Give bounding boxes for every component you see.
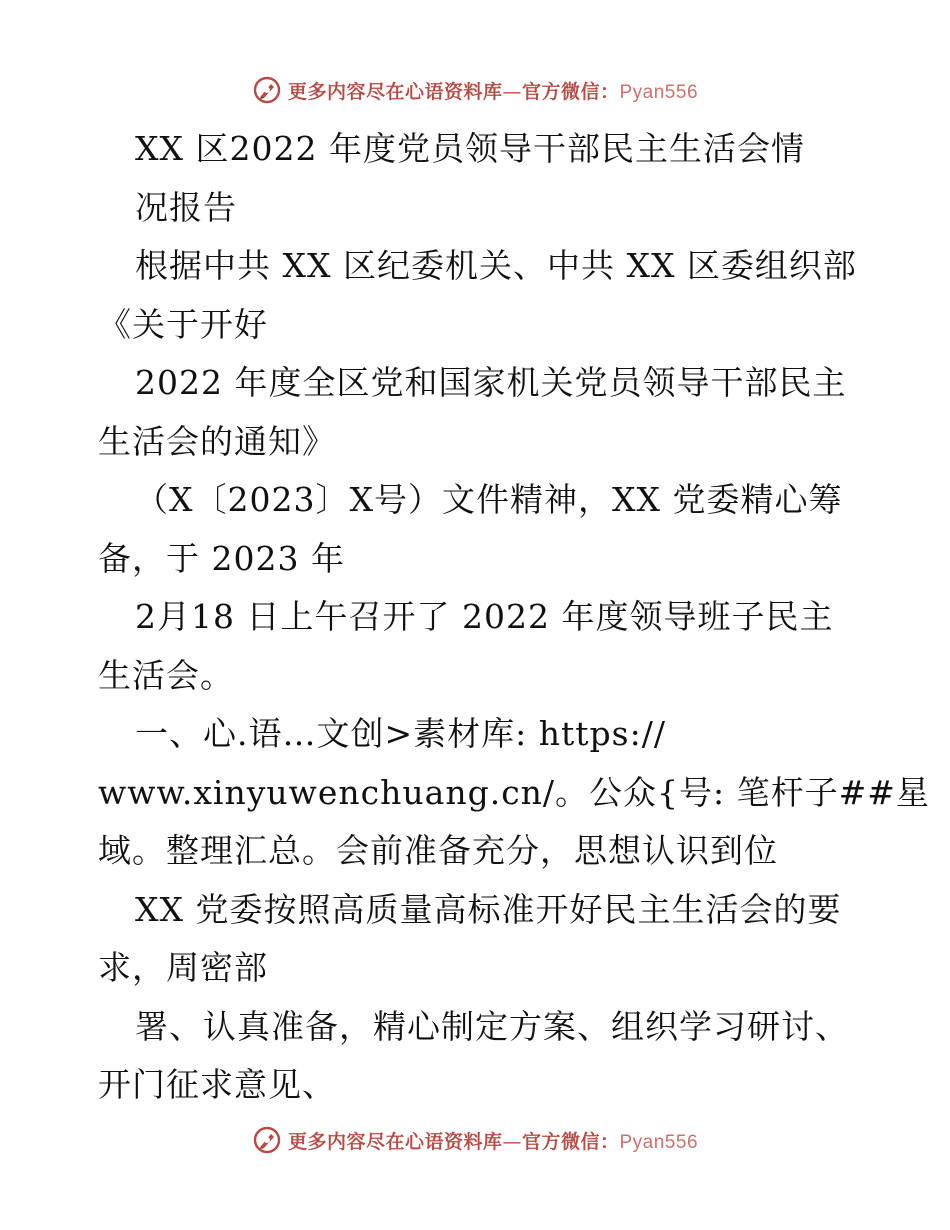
watermark-text: [288, 1127, 698, 1154]
document-line: 况报告: [135, 187, 237, 227]
document-line: XX 党委按照高质量高标准开好民主生活会的要: [135, 889, 842, 929]
pen-logo-icon: [252, 1125, 282, 1155]
watermark-main: 更多内容尽在心语资料库: [287, 80, 503, 103]
watermark-wechat-label: 官方微信：: [521, 1130, 620, 1153]
document-line: 备，于 2023 年: [98, 538, 345, 578]
document-line: 2月18 日上午召开了 2022 年度领导班子民主: [135, 597, 834, 636]
document-line: 一、心.语…文创>素材库: https://: [135, 714, 666, 753]
document-line: 根据中共 XX 区纪委机关、中共 XX 区委组织部: [135, 246, 857, 285]
pen-logo-icon: [252, 75, 282, 105]
watermark-wechat-id: Pyan556: [619, 1131, 699, 1153]
header-watermark-banner: [0, 70, 950, 110]
document-line: 开门征求意见、: [98, 1065, 336, 1104]
watermark-wechat-label: 官方微信：: [521, 80, 620, 103]
document-line: www.xinyuwenchuang.cn/。公众{号: 笔杆子##星: [98, 772, 930, 812]
document-line: 生活会的通知》: [98, 421, 336, 461]
watermark-dash: —: [502, 1130, 522, 1153]
watermark-dash: —: [502, 80, 522, 103]
document-line: 域。整理汇总。会前准备充分，思想认识到位: [98, 831, 778, 870]
document-line: （X〔2023〕X号）文件精神，XX 党委精心筹: [135, 480, 843, 519]
watermark-main: 更多内容尽在心语资料库: [287, 1130, 503, 1153]
document-body: [98, 120, 930, 1115]
document-line: 署、认真准备，精心制定方案、组织学习研讨、: [135, 1006, 849, 1046]
watermark-wechat-id: Pyan556: [619, 81, 699, 103]
watermark-text: [288, 77, 698, 104]
document-line: XX 区2022 年度党员领导干部民主生活会情: [135, 129, 805, 168]
footer-watermark-banner: [0, 1120, 950, 1160]
document-line: 生活会。: [98, 655, 234, 695]
document-line: 《关于开好: [98, 304, 268, 344]
document-line: 求，周密部: [98, 948, 268, 987]
document-line: 2022 年度全区党和国家机关党员领导干部民主: [135, 363, 847, 402]
